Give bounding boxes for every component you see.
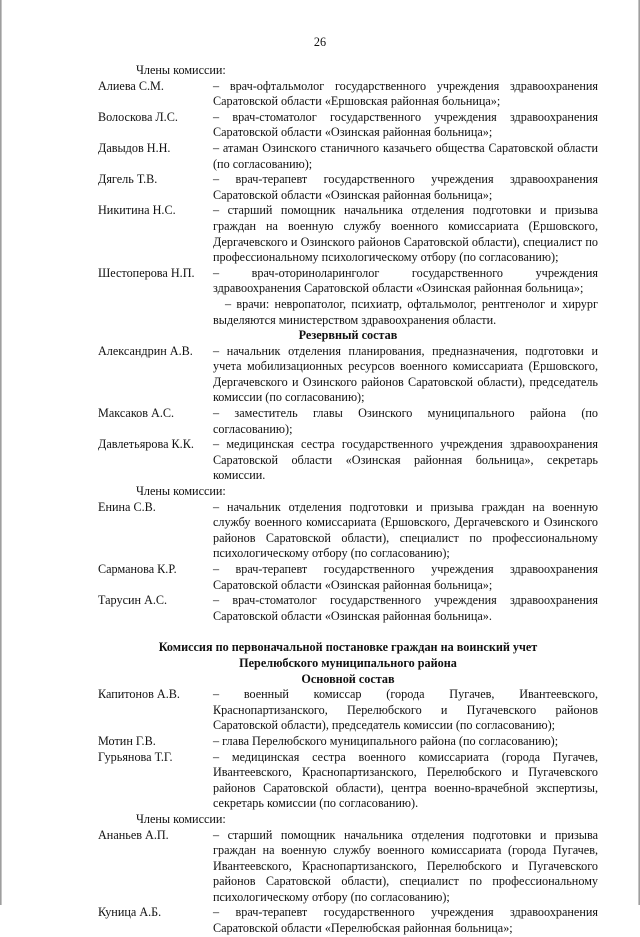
member-position: – врач-оториноларинголог государственного учреждения здравоохранения Саратовской области «Озинская районная больница»; — [213, 265, 598, 296]
page-number: 26 — [313, 35, 327, 49]
member-name: Мотин Г.В. — [98, 733, 156, 748]
member-position: – военный комиссар (города Пугачев, Ивантеевского, Краснопартизанского, Перелюбского и Пугачевского районов Саратовской области), председатель комиссии (по согласованию); — [213, 687, 598, 733]
main-members — [98, 828, 598, 937]
member-row — [98, 110, 598, 141]
commission-title-district: Перелюбского муниципального района — [239, 655, 457, 670]
member-row — [98, 750, 598, 812]
member-name: Тарусин А.С. — [98, 593, 168, 608]
member-name: Енина С.В. — [98, 499, 156, 514]
member-name: Максаков А.С. — [98, 406, 175, 421]
member-row — [98, 828, 598, 906]
main-composition-heading: Основной состав — [301, 671, 395, 686]
member-row — [98, 593, 598, 624]
member-position: – медицинская сестра государственного учреждения здравоохранения Саратовской области «Озинская районная больница», секретарь комиссии. — [213, 437, 598, 483]
member-name: Дягель Т.В. — [98, 172, 158, 187]
member-row — [98, 734, 598, 750]
reserve-members — [98, 500, 598, 625]
member-position: – начальник отделения подготовки и призыва граждан на военную службу военного комиссариата (Ершовского, Дергачевского и Озинского районов Саратовской области), специалист по профессиональному психологическому отбору (по согласованию); — [213, 499, 598, 561]
member-name: Никитина Н.С. — [98, 203, 176, 218]
member-row — [98, 437, 598, 484]
member-position: – атаман Озинского станичного казачьего общества Саратовской области (по согласованию); — [213, 140, 598, 171]
member-name: Куница А.Б. — [98, 905, 162, 920]
member-name: Сарманова К.Р. — [98, 562, 177, 576]
member-row — [98, 500, 598, 562]
member-row — [98, 406, 598, 437]
section-spacer — [98, 624, 598, 640]
member-row — [98, 905, 598, 936]
member-position: – старший помощник начальника отделения подготовки и призыва граждан на военную службу военного комиссариата (Ершовского, Дергачевского и Озинского районов Саратовской области), специалист по профессиональному психологическому отбору (по согласованию); — [213, 203, 598, 265]
member-name: Шестоперова Н.П. — [98, 265, 195, 280]
member-name: Алиева С.М. — [98, 78, 164, 93]
member-position: – медицинская сестра военного комиссариата (города Пугачев, Ивантеевского, Краснопартизанского, Перелюбского и Пугачевского районов Саратовской области), центра военно-врачебной экспертизы, секретарь комиссии (по согласованию). — [213, 749, 598, 811]
member-row — [98, 141, 598, 172]
members-label: Члены комиссии: — [136, 484, 226, 499]
member-row — [98, 172, 598, 203]
member-row — [98, 79, 598, 110]
members-label: Члены комиссии: — [136, 63, 226, 77]
reserve-heading: Резервный состав — [298, 328, 398, 343]
member-row — [98, 687, 598, 734]
member-row — [98, 203, 598, 265]
member-list — [98, 79, 598, 297]
member-name: Гурьянова Т.Г. — [98, 749, 173, 764]
member-row — [98, 266, 598, 297]
member-position: – заместитель главы Озинского муниципального района (по согласованию); — [213, 406, 598, 436]
member-name: Давыдов Н.Н. — [98, 140, 171, 155]
reserve-leaders — [98, 344, 598, 484]
member-position: – врач-терапевт государственного учреждения здравоохранения Саратовской области «Озинская районная больница»; — [213, 172, 598, 202]
doctors-note: – врачи: невропатолог, психиатр, офтальмолог, рентгенолог и хирург выделяются министерством здравоохранения области. — [213, 296, 598, 327]
member-name: Александрин А.В. — [98, 343, 193, 358]
members-label: Члены комиссии: — [136, 811, 226, 826]
member-position: – врач-стоматолог государственного учреждения здравоохранения Саратовской области «Озинская районная больница». — [213, 593, 598, 623]
member-position: – врач-офтальмолог государственного учреждения здравоохранения Саратовской области «Ершовская районная больница»; — [213, 78, 598, 109]
member-name: Давлетьярова К.К. — [98, 437, 194, 452]
member-name: Ананьев А.П. — [98, 827, 169, 842]
commission-title: Комиссия по первоначальной постановке граждан на воинский учет — [158, 640, 538, 655]
page-edge-left — [0, 0, 2, 905]
member-position: – врач-стоматолог государственного учреждения здравоохранения Саратовской области «Озинская районная больница»; — [213, 109, 598, 140]
main-leaders — [98, 687, 598, 812]
member-position: – врач-терапевт государственного учреждения здравоохранения Саратовской области «Озинская районная больница»; — [213, 562, 598, 592]
member-position: – начальник отделения планирования, предназначения, подготовки и учета мобилизационных ресурсов военного комиссариата (Ершовского, Дергачевского и Озинского районов Саратовской области), председатель комиссии (по согласованию); — [213, 343, 598, 405]
member-name: Волоскова Л.С. — [98, 109, 178, 124]
member-row — [98, 562, 598, 593]
member-position: – старший помощник начальника отделения подготовки и призыва граждан на военную службу военного комиссариата (города Пугачев, Ивантеевского, Краснопартизанского, Перелюбского и Пугачевского районов Саратовской области), специалист по профессиональному психологическому отбору (по согласованию); — [213, 827, 598, 904]
member-name: Капитонов А.В. — [98, 687, 180, 702]
member-position: – глава Перелюбского муниципального района (по согласованию); — [213, 733, 559, 748]
member-position: – врач-терапевт государственного учреждения здравоохранения Саратовской области «Перелюбская районная больница»; — [213, 905, 598, 936]
member-row — [98, 344, 598, 406]
document-body — [98, 63, 598, 937]
